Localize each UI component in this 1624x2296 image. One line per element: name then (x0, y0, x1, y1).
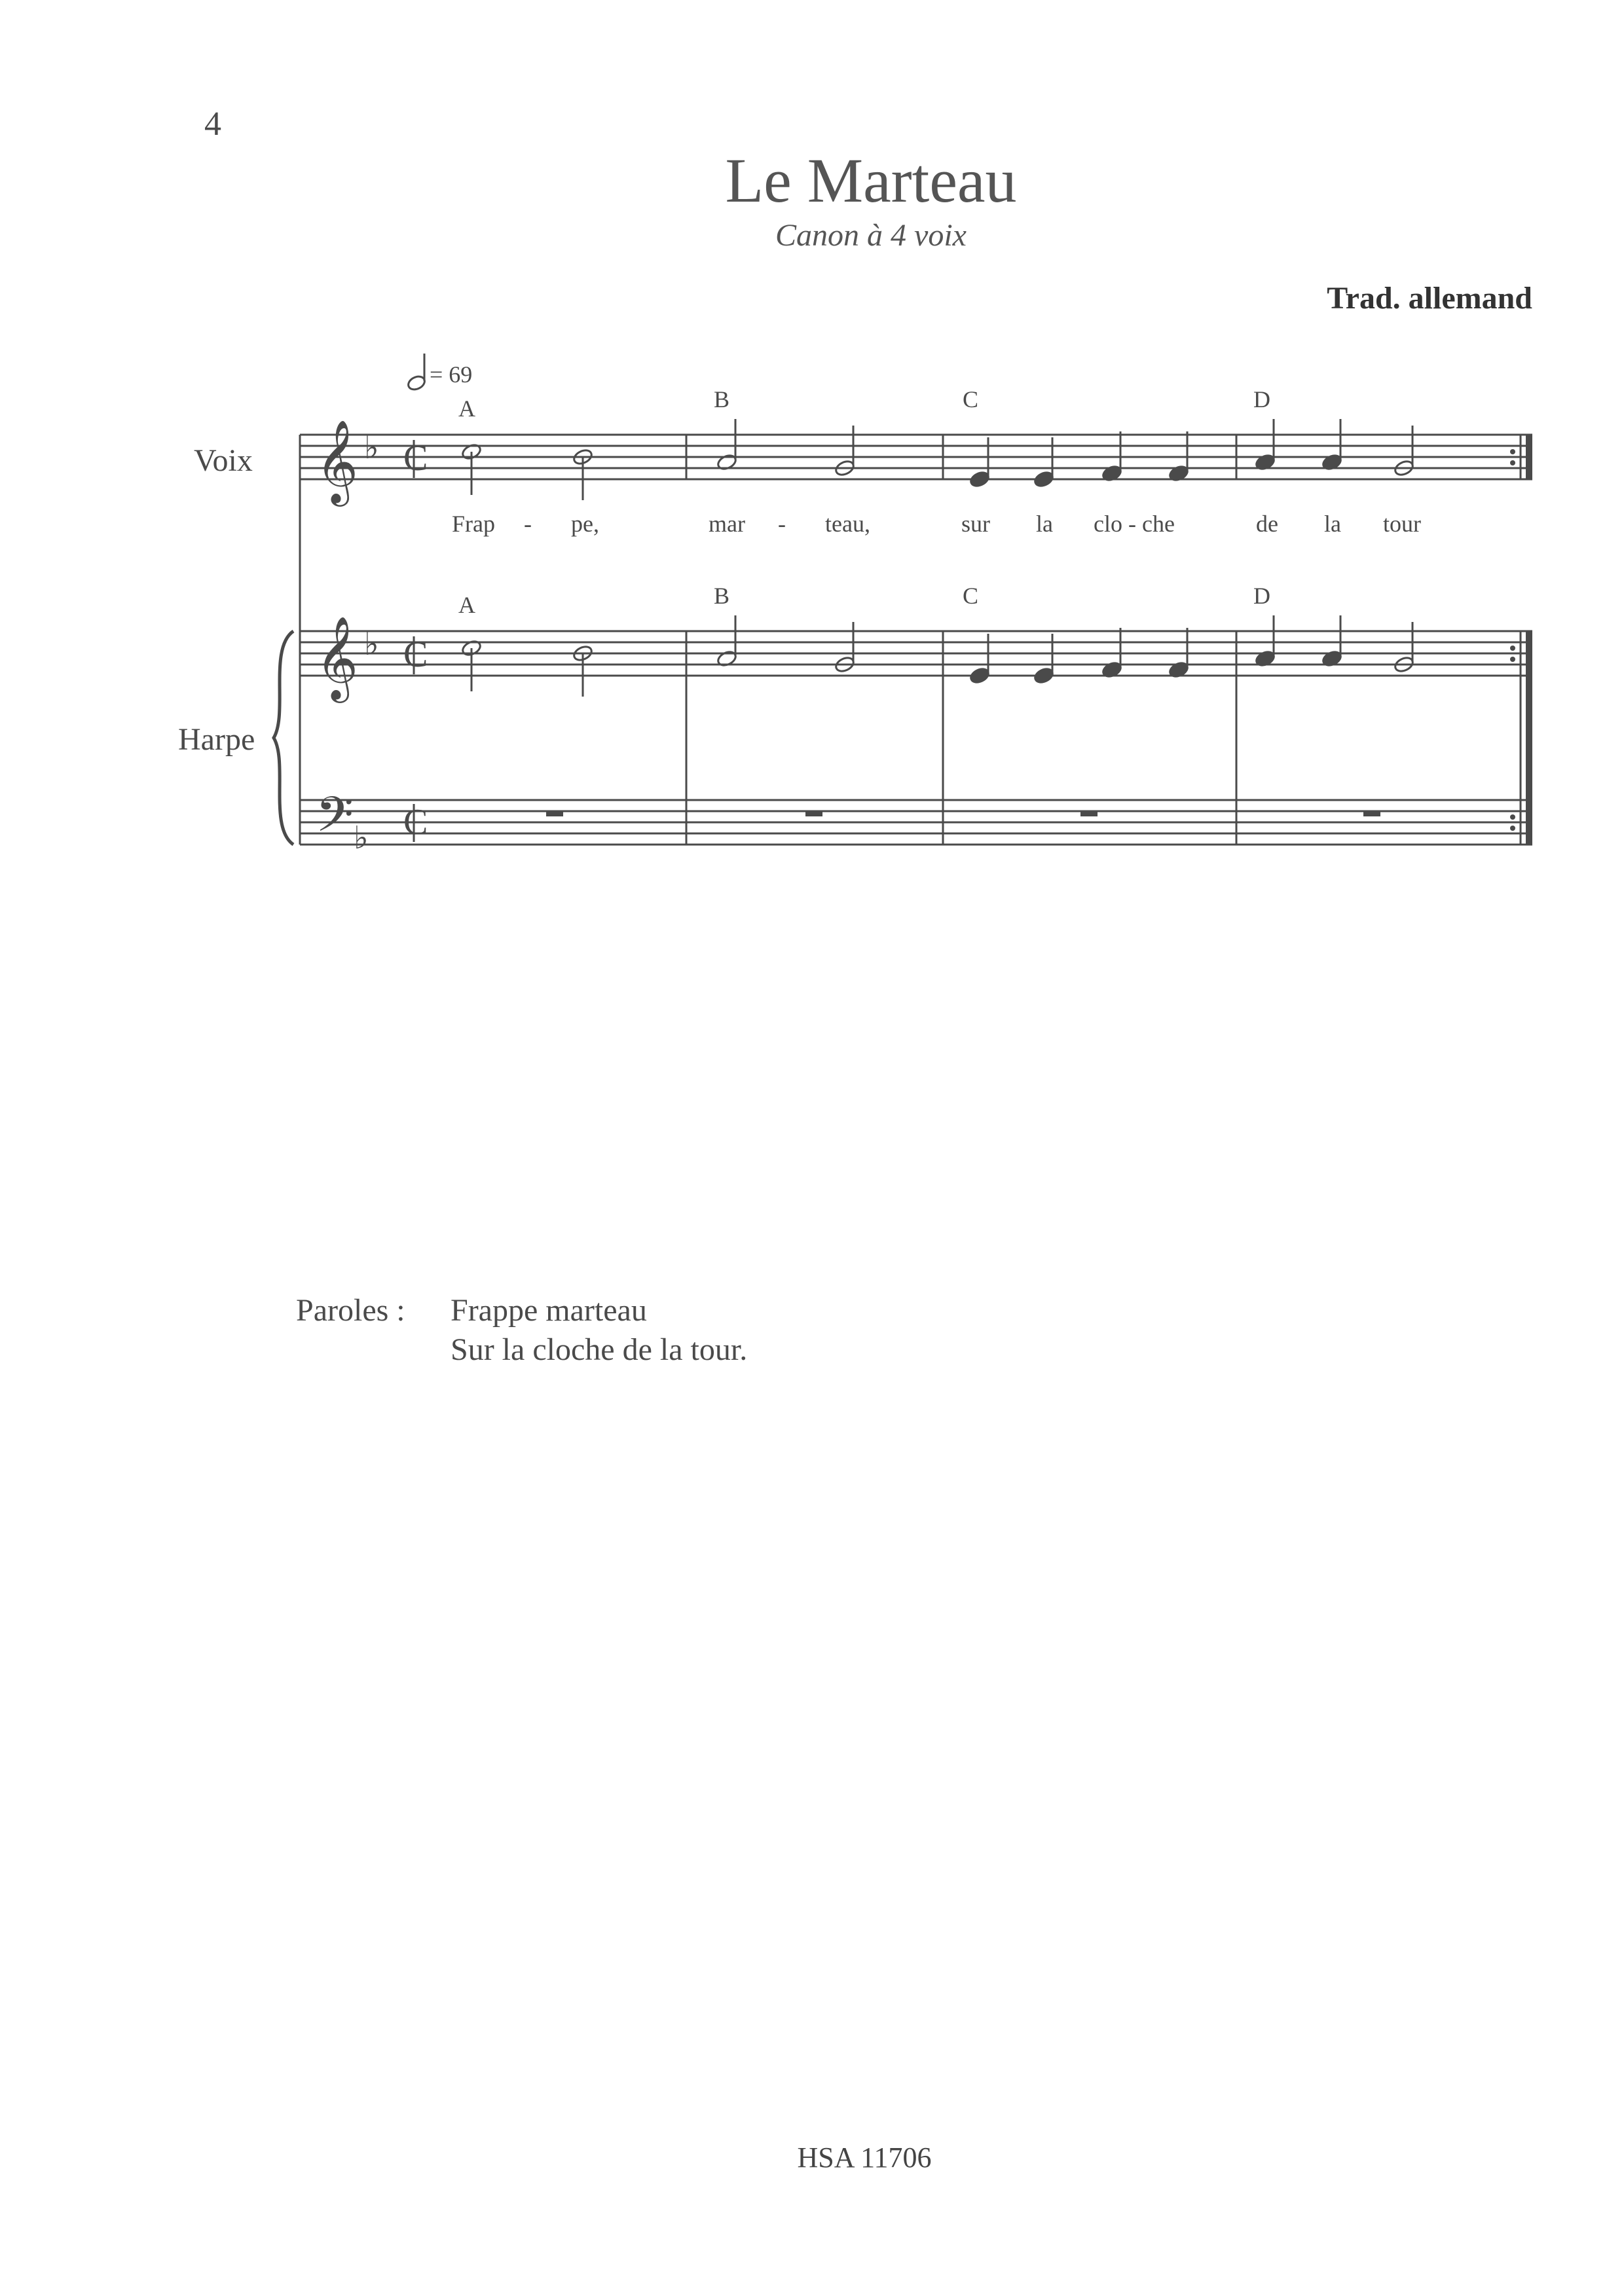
rehearsal-mark-a: A (458, 395, 475, 422)
svg-text:C: C (403, 634, 428, 675)
voice-notes (461, 419, 1415, 500)
lyric-syllable: tour (1383, 511, 1421, 537)
lyric-syllable: Frap (452, 511, 495, 537)
cut-time-icon (403, 438, 428, 479)
composer-credit: Trad. allemand (1327, 281, 1532, 316)
catalog-code: HSA 11706 (797, 2141, 932, 2174)
harp-treble-staff (300, 631, 1532, 676)
harp-staff-label: Harpe (178, 722, 255, 757)
harp-brace (274, 631, 293, 845)
lyric-syllable: mar (709, 511, 745, 537)
paroles-line: Sur la cloche de la tour. (451, 1332, 748, 1367)
music-score (0, 0, 1624, 917)
voice-staff-label: Voix (194, 443, 253, 478)
lyric-syllable: la (1036, 511, 1053, 537)
rehearsal-mark-b: B (714, 583, 730, 609)
rehearsal-mark-d: D (1253, 386, 1270, 412)
rehearsal-mark-d: D (1253, 583, 1270, 609)
treble-clef-icon: 𝄞 (316, 422, 359, 501)
paroles-lines (451, 1291, 747, 1370)
lyric-syllable: teau, (825, 511, 870, 537)
rehearsal-mark-b: B (714, 386, 730, 412)
subtitle: Canon à 4 voix (775, 218, 967, 253)
bass-clef-icon: 𝄢 (316, 789, 354, 854)
tempo-marking (406, 354, 472, 392)
harp-bass-staff (300, 800, 1532, 845)
harp-treble-notes (461, 615, 1415, 697)
lyric-syllable: - (778, 511, 786, 537)
treble-clef-icon: 𝄞 (316, 618, 359, 698)
lyrics-row (452, 511, 1421, 537)
barlines (300, 435, 1521, 845)
cut-time-icon (403, 802, 428, 843)
paroles-line: Frappe marteau (451, 1293, 647, 1328)
voice-staff (300, 435, 1532, 479)
svg-text:C: C (403, 802, 428, 843)
rehearsal-mark-c: C (963, 583, 979, 609)
lyric-syllable: la (1324, 511, 1341, 537)
svg-text:C: C (403, 438, 428, 479)
lyric-syllable: de (1256, 511, 1278, 537)
rehearsal-mark-a: A (458, 592, 475, 618)
cut-time-icon (403, 634, 428, 675)
flat-icon: ♭ (364, 627, 379, 662)
flat-icon: ♭ (364, 431, 379, 465)
tempo-value: = 69 (430, 361, 473, 388)
page-title: Le Marteau (725, 145, 1017, 215)
rehearsal-mark-c: C (963, 386, 979, 412)
lyric-syllable: sur (961, 511, 990, 537)
lyric-syllable: pe, (571, 511, 599, 537)
flat-icon: ♭ (354, 821, 369, 856)
lyric-syllable: clo - che (1094, 511, 1175, 537)
lyric-syllable: - (524, 511, 532, 537)
page-number: 4 (204, 105, 221, 143)
paroles-label: Paroles : (296, 1293, 405, 1328)
